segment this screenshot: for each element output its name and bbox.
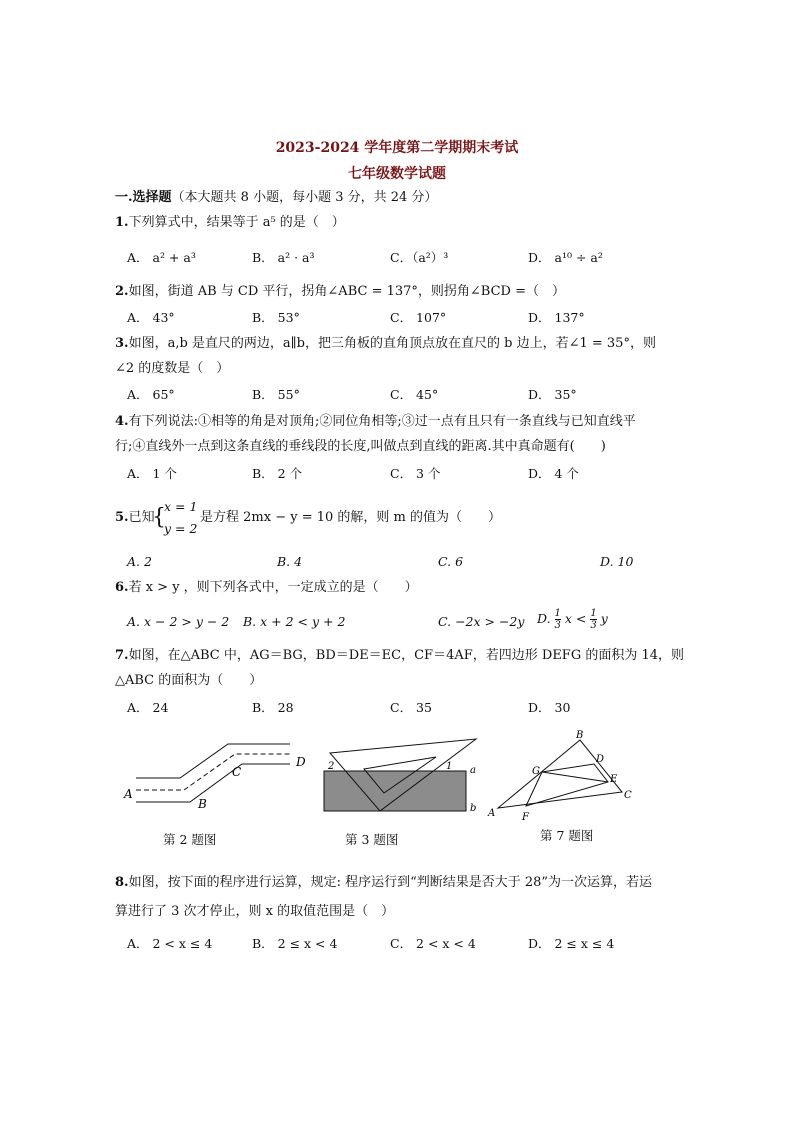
point-label: E: [610, 774, 618, 785]
q2-option-d: D． 137°: [528, 310, 585, 325]
question-7: [115, 647, 684, 665]
question-5-post: 是方程 2mx − y = 10 的解，则 m 的值为（ ）: [200, 510, 501, 525]
question-4: [115, 413, 636, 431]
q5-option-d: D. 10: [600, 554, 634, 569]
section-heading: [115, 189, 437, 207]
q4-option-d: D． 4 个: [528, 466, 579, 481]
point-label: C: [232, 765, 242, 779]
section-head-label: 一.选择题: [115, 190, 172, 205]
q1-option-c: C．（a²）³: [390, 250, 449, 265]
q2-option-c: C． 107°: [390, 310, 447, 325]
question-8: [115, 874, 652, 892]
question-7-line-2: △ABC 的面积为（ ）: [115, 673, 263, 688]
q6-option-d-label: D.: [537, 611, 551, 626]
question-6: [115, 579, 418, 597]
question-stem: 若 x > y ，则下列各式中，一定成立的是（ ）: [128, 580, 418, 595]
q1-option-a: A． a² + a³: [127, 250, 196, 265]
fraction-one-third-2: $\frac{1}{3}$: [590, 608, 597, 631]
question-4-line-2: 行;④直线外一点到这条直线的垂线段的长度,叫做点到直线的距离.其中真命题有( ): [115, 439, 606, 454]
question-2: [115, 283, 565, 301]
angle-label: 1: [446, 761, 453, 772]
exam-title: 2023-2024 学年度第二学期期末考试: [275, 140, 519, 156]
figure-3-caption: 第 3 题图: [345, 832, 399, 847]
question-1: [115, 214, 345, 232]
q8-option-b: B． 2 ≤ x < 4: [252, 936, 338, 951]
question-stem-line-1: 如图，a,b 是直尺的两边，a∥b，把三角板的直角顶点放在直尺的 b 边上，若∠1 = 35°，则: [128, 336, 656, 351]
question-stem-line-1: 有下列说法:①相等的角是对顶角;②同位角相等;③过一点有且只有一条直线与已知直线平: [128, 414, 636, 429]
line-label: b: [470, 803, 477, 814]
figure-2-caption: 第 2 题图: [163, 832, 217, 847]
q3-option-c: C． 45°: [390, 387, 439, 402]
q5-option-c: C. 6: [438, 554, 464, 569]
figure-7-caption: 第 7 题图: [540, 828, 594, 843]
point-label: A: [488, 808, 496, 819]
q7-option-b: B． 28: [252, 700, 294, 715]
equation-line-2: y = 2: [164, 521, 198, 536]
exam-subtitle: 七年级数学试题: [348, 166, 446, 182]
q6-option-d-mid: x <: [564, 611, 587, 626]
question-pre: 已知: [128, 510, 155, 525]
q7-option-c: C． 35: [390, 700, 432, 715]
q5-option-a: A. 2: [127, 554, 152, 569]
question-8-line-2: 算进行了 3 次才停止，则 x 的取值范围是（ ）: [115, 904, 395, 919]
point-label: F: [522, 812, 529, 823]
point-label: B: [198, 797, 207, 810]
figure-7-triangle: [484, 728, 644, 826]
section-note: （本大题共 8 小题，每小题 3 分，共 24 分）: [171, 190, 438, 205]
q4-option-b: B． 2 个: [252, 466, 303, 481]
q1-option-b: B． a² · a³: [252, 250, 315, 265]
q6-option-c: C. −2x > −2y: [438, 614, 525, 629]
question-number: 2.: [115, 284, 129, 299]
q6-option-b: B. x + 2 < y + 2: [243, 614, 346, 629]
question-stem-line-1: 如图，在△ABC 中，AG＝BG，BD＝DE＝EC，CF＝4AF，若四边形 DEFG 的面积为 14，则: [128, 648, 685, 663]
q6-option-d: [537, 608, 608, 631]
q8-option-a: A． 2 < x ≤ 4: [127, 936, 213, 951]
q2-option-a: A． 43°: [127, 310, 175, 325]
point-label: D: [596, 754, 605, 765]
line-label: a: [470, 765, 476, 776]
point-label: D: [296, 755, 306, 769]
q3-option-a: A． 65°: [127, 387, 175, 402]
question-3: [115, 335, 656, 353]
q3-option-d: D． 35°: [528, 387, 577, 402]
question-number: 5.: [115, 510, 129, 525]
point-label: B: [576, 730, 584, 741]
q5-option-b: B. 4: [277, 554, 303, 569]
angle-label: 2: [328, 761, 335, 772]
question-number: 7.: [115, 648, 129, 663]
q8-option-d: D． 2 ≤ x ≤ 4: [528, 936, 615, 951]
question-number: 4.: [115, 414, 129, 429]
q6-option-d-end: y: [600, 611, 608, 626]
equation-line-1: x = 1: [164, 499, 198, 514]
question-stem: 下列算式中，结果等于 a⁵ 的是（ ）: [128, 215, 345, 230]
q3-option-b: B． 55°: [252, 387, 300, 402]
question-number: 1.: [115, 215, 129, 230]
point-label: A: [124, 787, 133, 801]
question-stem-line-1: 如图，按下面的程序进行运算，规定: 程序运行到“判断结果是否大于 28”为一次运算，若运: [128, 875, 653, 890]
point-label: C: [624, 790, 632, 801]
q7-option-a: A． 24: [127, 700, 169, 715]
question-3-line-2: ∠2 的度数是（ ）: [115, 361, 230, 376]
question-number: 6.: [115, 580, 129, 595]
question-stem: 如图，街道 AB 与 CD 平行，拐角∠ABC = 137°，则拐角∠BCD =（ ）: [128, 284, 565, 299]
question-5: [115, 509, 155, 527]
q2-option-b: B． 53°: [252, 310, 300, 325]
question-number: 3.: [115, 336, 129, 351]
q4-option-a: A． 1 个: [127, 466, 177, 481]
q6-option-a: A. x − 2 > y − 2: [127, 614, 230, 629]
equation-system: [164, 496, 197, 540]
q4-option-c: C． 3 个: [390, 466, 441, 481]
question-number: 8.: [115, 875, 129, 890]
q1-option-d: D． a¹⁰ ÷ a²: [528, 250, 603, 265]
equation-brace: {: [152, 505, 166, 530]
q7-option-d: D． 30: [528, 700, 571, 715]
figure-2-street: [120, 740, 320, 810]
point-label: G: [532, 766, 540, 777]
figure-3-ruler-triangle: [318, 735, 490, 820]
fraction-one-third: $\frac{1}{3}$: [554, 608, 561, 631]
q8-option-c: C． 2 < x < 4: [390, 936, 476, 951]
